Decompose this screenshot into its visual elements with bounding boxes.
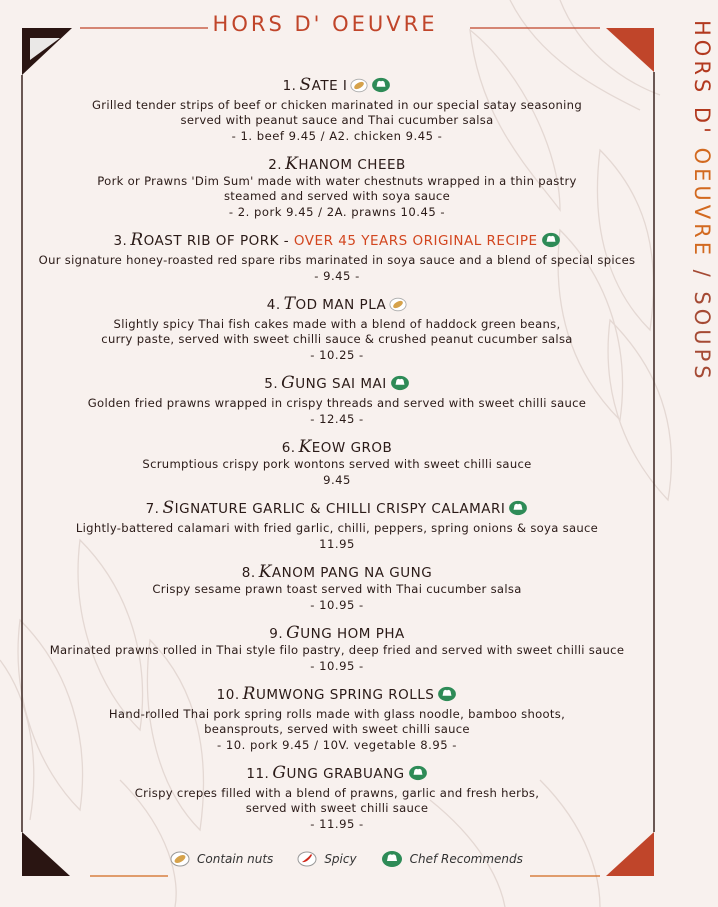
menu-item-price: - 12.45 -	[310, 412, 364, 426]
menu-item-name	[22, 764, 652, 786]
chef-icon	[541, 232, 561, 253]
side-title-part3: / SOUPS	[690, 269, 714, 383]
chef-icon	[381, 850, 403, 868]
menu-item-description: Our signature honey-roasted red spare ribs marinated in soya sauce and a blend of special spices	[38, 253, 636, 267]
menu-item-name	[22, 295, 652, 317]
menu-item-price: - 10. pork 9.45 / 10V. vegetable 8.95 -	[217, 738, 457, 752]
menu-item-title: UNG HOM PHA	[300, 626, 405, 642]
menu-item-name	[22, 438, 652, 457]
chilli-icon	[297, 851, 317, 867]
menu-item-price: - 10.95 -	[310, 659, 364, 673]
menu-item-initial: G	[272, 763, 287, 783]
menu-item-number: 7.	[145, 501, 160, 517]
menu-item-initial: T	[283, 294, 296, 314]
menu-item-title: UMWONG SPRING ROLLS	[255, 687, 435, 703]
menu-item-initial: K	[298, 437, 312, 457]
menu-item	[22, 374, 652, 428]
menu-item-name	[22, 624, 652, 643]
menu-item-initial: G	[286, 623, 301, 643]
menu-item-name	[22, 685, 652, 707]
menu-item	[22, 295, 652, 364]
nut-icon	[389, 297, 407, 317]
menu-item-initial: G	[281, 373, 296, 393]
menu-item-initial: S	[162, 498, 175, 518]
legend-chef	[381, 850, 523, 868]
chef-icon	[371, 77, 391, 98]
menu-item-number: 2.	[268, 157, 283, 173]
legend-nuts	[170, 851, 273, 867]
menu-item-initial: R	[242, 684, 256, 704]
menu-item-initial: K	[258, 562, 272, 582]
chef-icon	[390, 375, 410, 396]
menu-item-initial: S	[299, 75, 312, 95]
menu-item	[22, 231, 652, 285]
menu-item-description: Hand-rolled Thai pork spring rolls made with glass noodle, bamboo shoots,	[108, 707, 566, 721]
menu-item-description: Crispy sesame prawn toast served with Thai cucumber salsa	[152, 582, 522, 596]
menu-item-description: Grilled tender strips of beef or chicken marinated in our special satay seasoning	[92, 98, 582, 112]
menu-item-description: Marinated prawns rolled in Thai style filo pastry, deep fried and served with sweet chilli sauce	[49, 643, 625, 657]
menu-item	[22, 499, 652, 553]
menu-item-number: 10.	[216, 687, 240, 703]
menu-item	[22, 155, 652, 221]
menu-item-name	[22, 499, 652, 521]
menu-item-price: - 2. pork 9.45 / 2A. prawns 10.45 -	[228, 205, 446, 219]
menu-item-description: Slightly spicy Thai fish cakes made with a blend of haddock green beans,	[113, 317, 561, 331]
menu-item-initial: R	[130, 230, 144, 250]
nut-icon	[350, 78, 368, 98]
menu-item-price: 9.45	[323, 473, 351, 487]
menu-item-price: - 10.95 -	[310, 598, 364, 612]
nut-icon	[170, 851, 190, 867]
menu-item-number: 9.	[269, 626, 284, 642]
menu-item-price: - 1. beef 9.45 / A2. chicken 9.45 -	[231, 129, 443, 143]
side-title-part2: OEUVRE	[690, 147, 714, 259]
menu-item-title: UNG SAI MAI	[295, 376, 387, 392]
menu-item-title: ATE I	[311, 78, 348, 94]
legend-spicy-label: Spicy	[324, 852, 357, 866]
menu-item-initial: K	[285, 154, 299, 174]
menu-item-title: OAST RIB OF PORK -	[143, 233, 294, 249]
legend-spicy	[297, 851, 356, 867]
menu-item	[22, 764, 652, 833]
chef-icon	[437, 686, 457, 707]
legend-nuts-label: Contain nuts	[197, 852, 274, 866]
menu-item-price: - 9.45 -	[314, 269, 360, 283]
legend	[170, 850, 523, 868]
menu-item-description: served with peanut sauce and Thai cucumber salsa	[180, 113, 494, 127]
menu-item-name	[22, 155, 652, 174]
menu-item-title: HANOM CHEEB	[298, 157, 406, 173]
menu-item-highlight: OVER 45 YEARS ORIGINAL RECIPE	[293, 233, 538, 249]
menu-item-description: beansprouts, served with sweet chilli sauce	[204, 722, 470, 736]
page-title: HORS D' OEUVRE	[212, 12, 438, 36]
chef-icon	[508, 500, 528, 521]
menu-item-name	[22, 76, 652, 98]
menu-item	[22, 563, 652, 614]
menu-item-price: - 10.25 -	[310, 348, 364, 362]
side-title	[690, 20, 714, 383]
menu-item-number: 8.	[241, 565, 256, 581]
menu-item-number: 11.	[246, 766, 270, 782]
menu-item-description: Golden fried prawns wrapped in crispy threads and served with sweet chilli sauce	[87, 396, 587, 410]
menu-item	[22, 76, 652, 145]
menu-item-number: 4.	[266, 297, 281, 313]
menu-item-price: - 11.95 -	[310, 817, 364, 831]
legend-chef-label: Chef Recommends	[409, 852, 523, 866]
menu-item-number: 6.	[281, 440, 296, 456]
chef-icon	[408, 765, 428, 786]
menu-item-description: Crispy crepes filled with a blend of prawns, garlic and fresh herbs,	[134, 786, 540, 800]
menu-item-number: 5.	[264, 376, 279, 392]
menu-item-name	[22, 374, 652, 396]
menu-item-number: 1.	[282, 78, 297, 94]
menu-item-title: OD MAN PLA	[295, 297, 387, 313]
menu-item-title: IGNATURE GARLIC & CHILLI CRISPY CALAMARI	[174, 501, 506, 517]
menu-item-description: Lightly-battered calamari with fried garlic, chilli, peppers, spring onions & soya sauce	[75, 521, 599, 535]
menu-item-description: steamed and served with soya sauce	[223, 189, 451, 203]
menu-item-number: 3.	[113, 233, 128, 249]
menu-item-name	[22, 563, 652, 582]
menu-item-description: curry paste, served with sweet chilli sauce & crushed peanut cucumber salsa	[101, 332, 573, 346]
menu-item	[22, 685, 652, 754]
menu-item-title: UNG GRABUANG	[286, 766, 405, 782]
menu-item	[22, 438, 652, 489]
menu-item-price: 11.95	[319, 537, 355, 551]
menu-item-name	[22, 231, 652, 253]
menu-item-description: served with sweet chilli sauce	[245, 801, 429, 815]
menu-item-description: Pork or Prawns 'Dim Sum' made with water chestnuts wrapped in a thin pastry	[97, 174, 577, 188]
side-title-part1: HORS D'	[690, 20, 714, 137]
menu-list	[22, 76, 652, 843]
menu-item-title: EOW GROB	[311, 440, 393, 456]
menu-item	[22, 624, 652, 675]
menu-item-description: Scrumptious crispy pork wontons served with sweet chilli sauce	[142, 457, 532, 471]
menu-item-title: ANOM PANG NA GUNG	[271, 565, 433, 581]
